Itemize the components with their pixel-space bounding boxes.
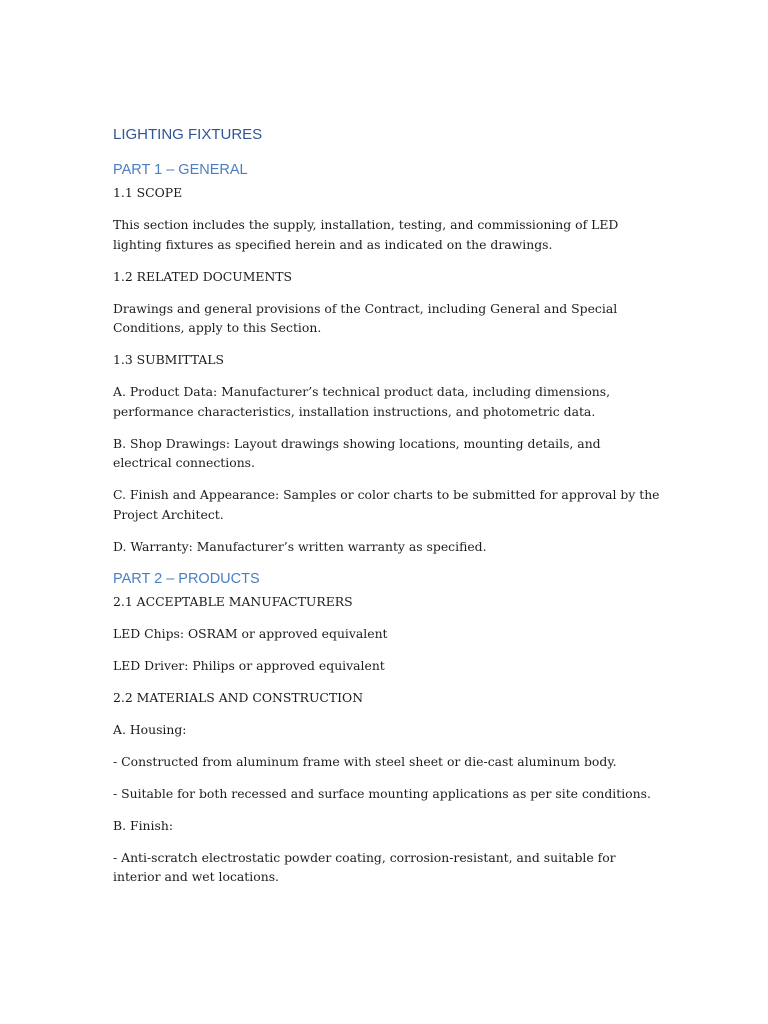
housing-label: A. Housing: [113, 721, 187, 737]
section-2-2-heading: 2.2 MATERIALS AND CONSTRUCTION [113, 689, 364, 705]
document-title: LIGHTING FIXTURES [113, 126, 263, 143]
submittal-shop-drawings: B. Shop Drawings: Layout drawings showing locations, mounting details, and electrical connections. [113, 435, 601, 470]
section-1-3-heading: 1.3 SUBMITTALS [113, 352, 225, 367]
submittal-finish-appearance: C. Finish and Appearance: Samples or color charts to be submitted for approval by the Project Architect. [113, 487, 660, 522]
scope-paragraph: This section includes the supply, installation, testing, and commissioning of LED lighting fixtures as specified herein and as indicated on the drawings. [113, 217, 619, 252]
part-2-heading: PART 2 – PRODUCTS [113, 570, 260, 587]
section-1-2-heading: 1.2 RELATED DOCUMENTS [113, 268, 293, 284]
housing-construction-item: - Constructed from aluminum frame with steel sheet or die-cast aluminum body. [113, 753, 617, 769]
finish-coating-item: - Anti-scratch electrostatic powder coating, corrosion-resistant, and suitable for interior and wet locations. [113, 849, 616, 884]
housing-mounting-item: - Suitable for both recessed and surface mounting applications as per site conditions. [113, 785, 651, 801]
submittal-warranty: D. Warranty: Manufacturer’s written warranty as specified. [113, 538, 487, 554]
led-driver-line: LED Driver: Philips or approved equivalent [113, 657, 385, 673]
submittal-product-data: A. Product Data: Manufacturer’s technical product data, including dimensions, performance characteristics, installation instructions, and photometric data. [113, 384, 611, 419]
section-2-1-heading: 2.1 ACCEPTABLE MANUFACTURERS [113, 593, 353, 609]
part-1-heading: PART 1 – GENERAL [113, 162, 248, 178]
finish-label: B. Finish: [113, 817, 173, 833]
related-documents-paragraph: Drawings and general provisions of the Contract, including General and Special Conditions, apply to this Section. [113, 300, 618, 335]
document-page [113, 124, 661, 887]
led-chips-line: LED Chips: OSRAM or approved equivalent [113, 625, 388, 641]
section-1-1-heading: 1.1 SCOPE [113, 185, 183, 200]
